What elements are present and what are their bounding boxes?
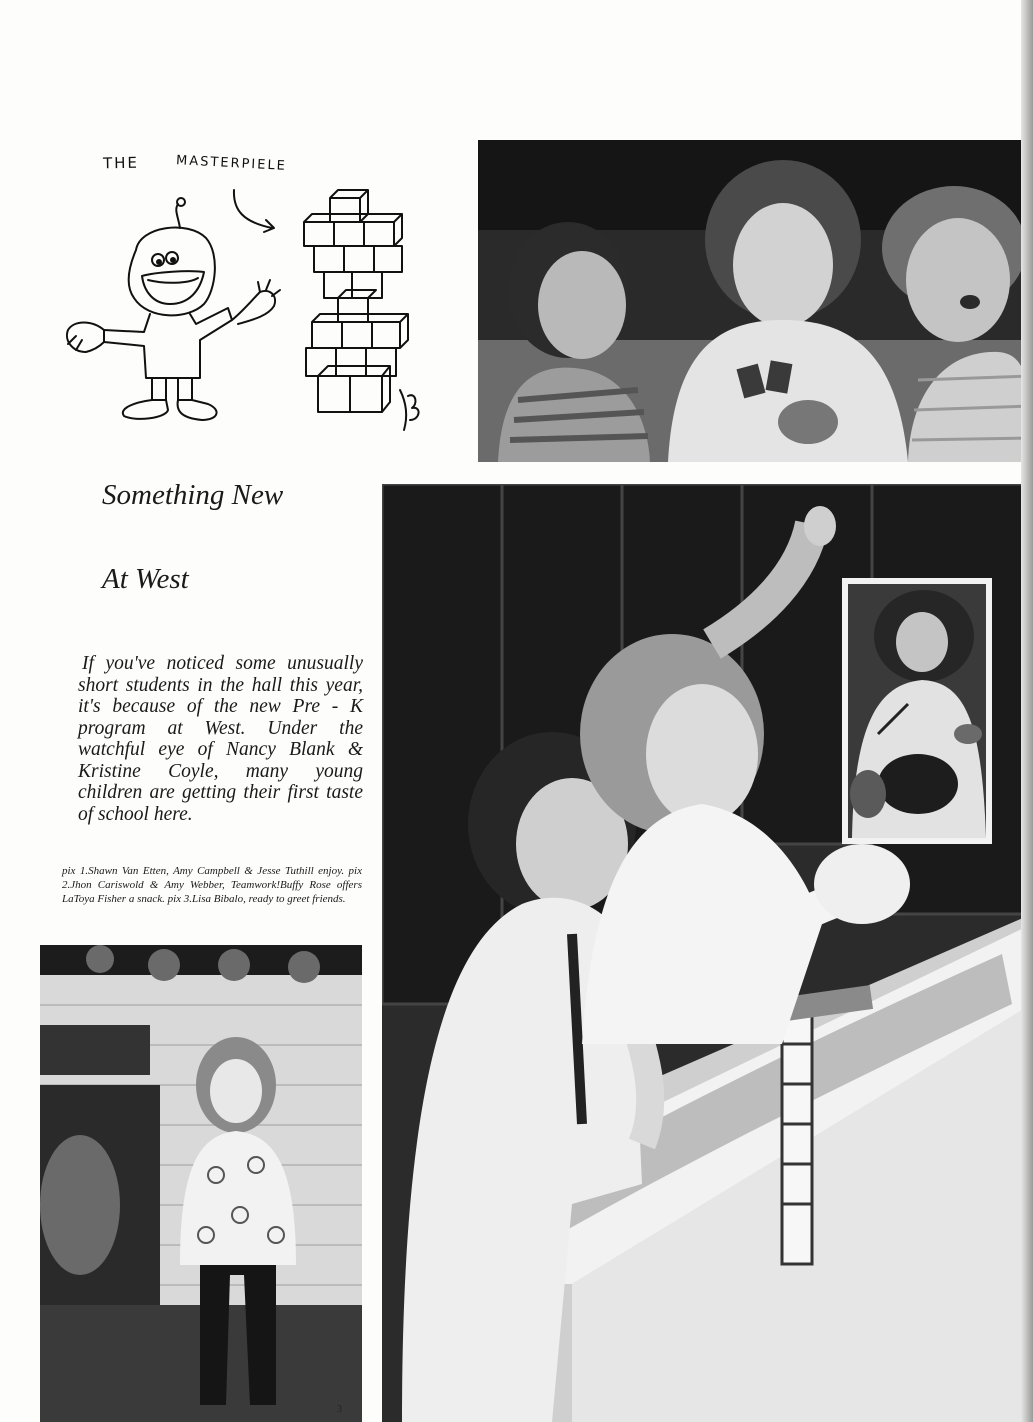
three-children-photo (478, 140, 1032, 462)
doodle-label-masterpiece: MASTERPIELE (175, 153, 288, 174)
headline-line-1: Something New (102, 479, 284, 511)
page-number: 3 (337, 1404, 342, 1415)
article-body: If you've noticed some unusually short students in the hall this year, it's because of the new Pre - K program at West. Under the watchful eye of Nancy Blank & Kristine Coyle, many young children are getting their first taste of school here. (78, 653, 363, 825)
girl-classroom-photo (40, 945, 362, 1422)
masterpiece-doodle (38, 180, 448, 450)
teacher-inset-photo (842, 578, 992, 844)
headline-line-2: At West (102, 563, 189, 595)
photo-caption: pix 1.Shawn Van Etten, Amy Campbell & Jesse Tuthill enjoy. pix 2.Jhon Cariswold & Amy Webber, Teamwork!Buffy Rose offers LaToya Fisher a snack. pix 3.Lisa Bibalo, ready to greet friends. (62, 865, 362, 905)
binding-edge (1021, 0, 1033, 1422)
doodle-label-the: THE (102, 153, 140, 173)
